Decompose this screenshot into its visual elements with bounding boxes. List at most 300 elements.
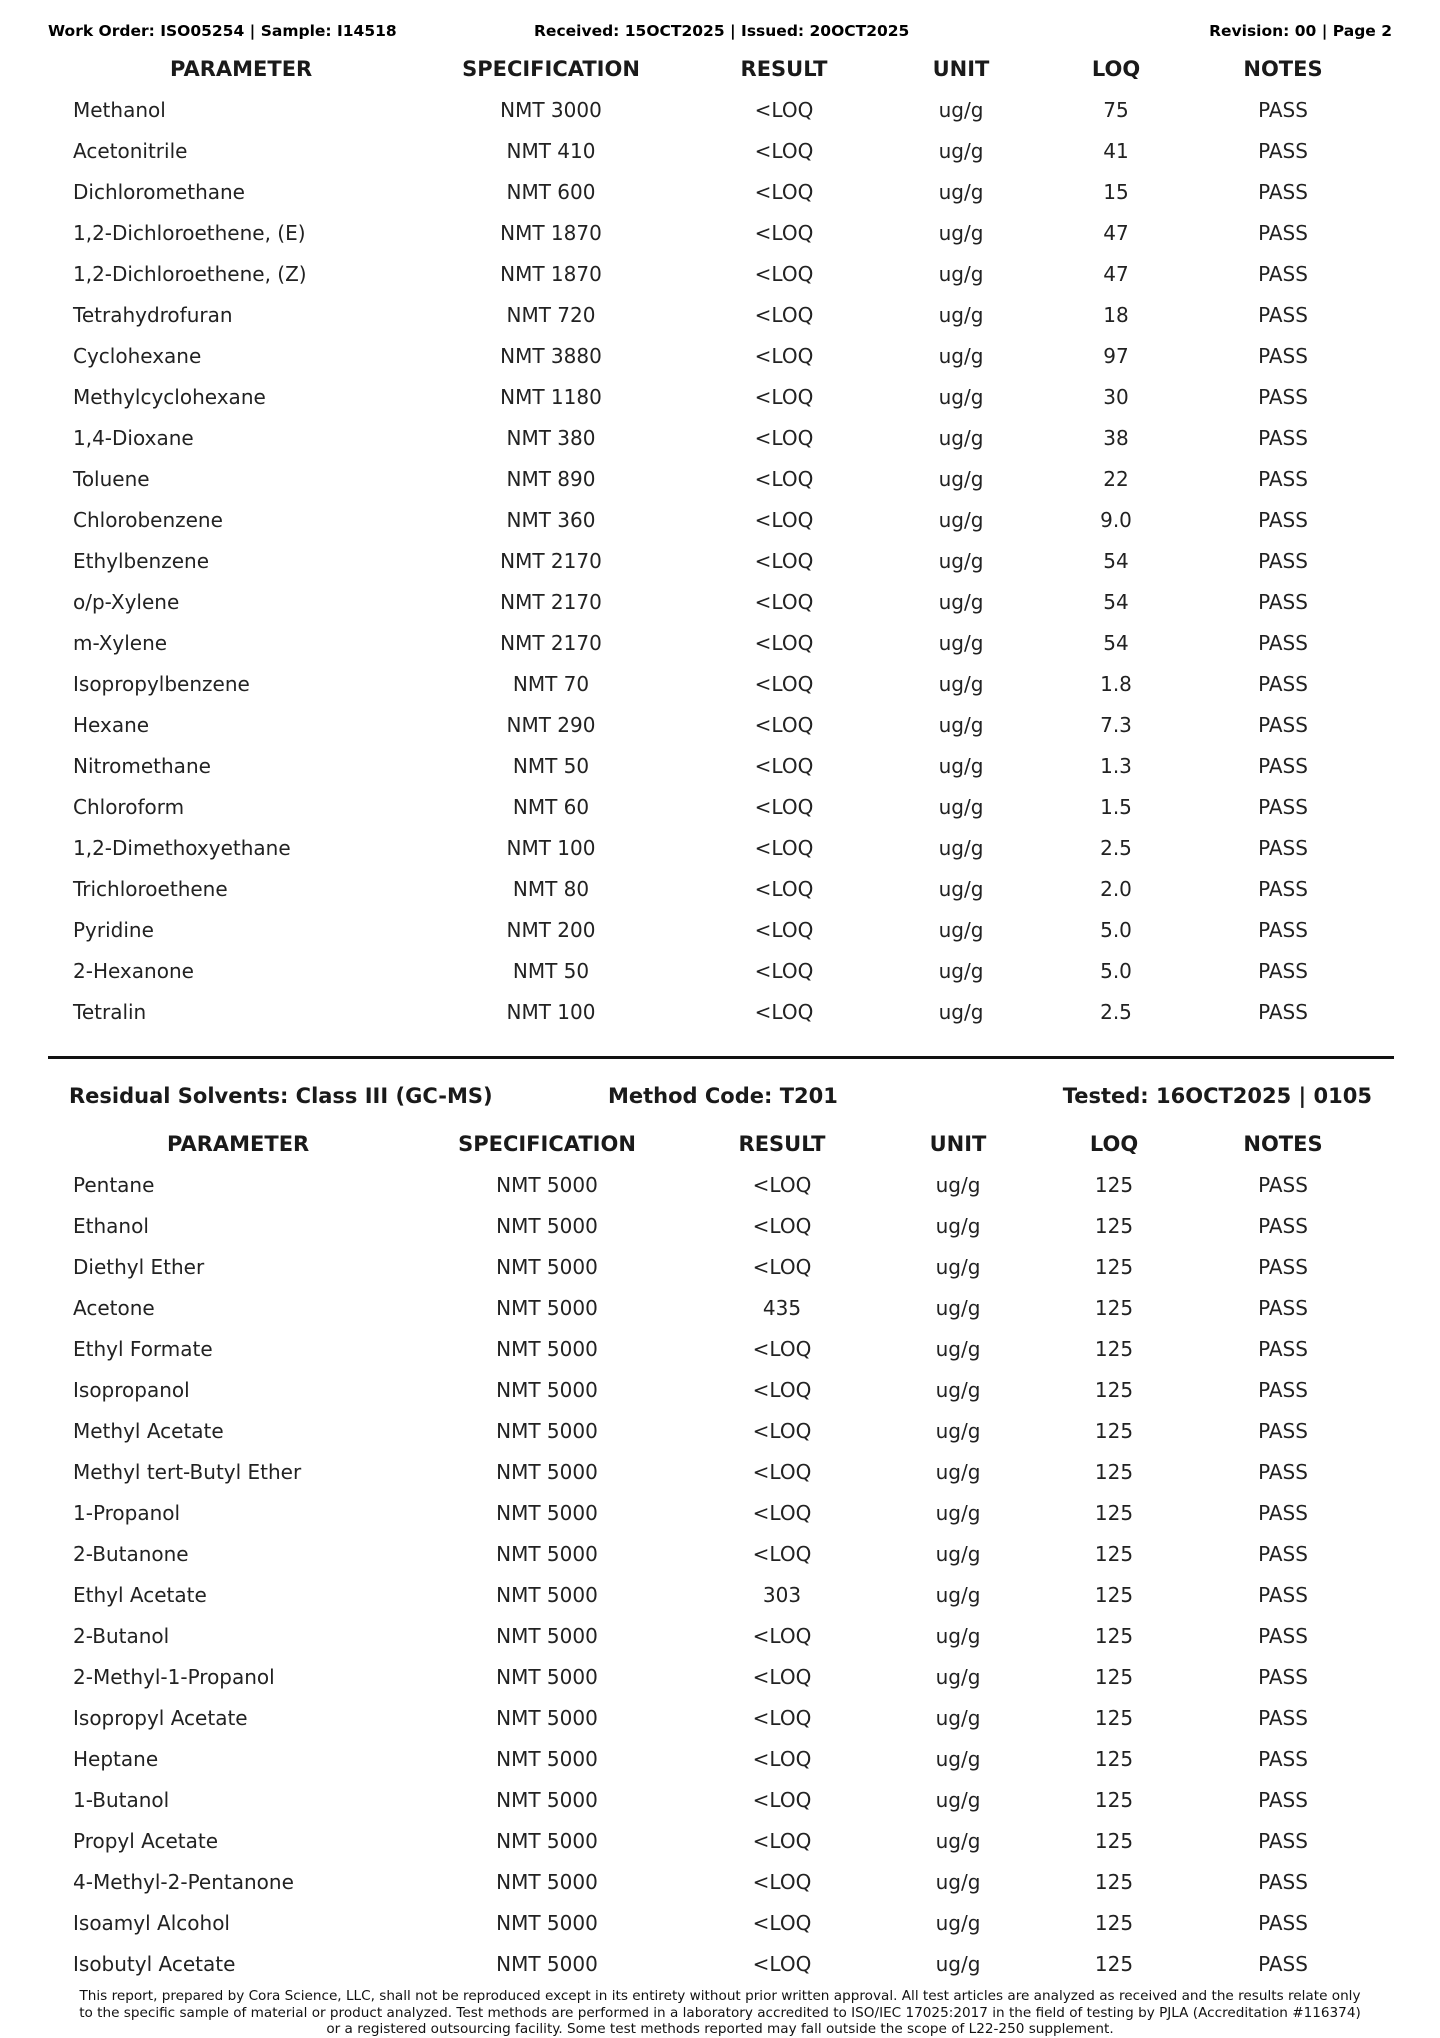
notes-cell: PASS <box>1258 139 1308 163</box>
notes-cell: PASS <box>1258 1255 1308 1279</box>
parameter-cell: o/p-Xylene <box>73 590 180 614</box>
unit-cell: ug/g <box>935 1788 981 1812</box>
result-cell: <LOQ <box>754 590 814 614</box>
column-header-result: RESULT <box>740 57 828 81</box>
unit-cell: ug/g <box>935 1501 981 1525</box>
unit-cell: ug/g <box>935 1337 981 1361</box>
loq-cell: 125 <box>1094 1747 1134 1771</box>
table-row <box>0 295 1440 336</box>
specification-cell: NMT 5000 <box>496 1665 598 1689</box>
unit-cell: ug/g <box>938 631 984 655</box>
table-row <box>0 828 1440 869</box>
loq-cell: 54 <box>1103 590 1129 614</box>
specification-cell: NMT 5000 <box>496 1501 598 1525</box>
loq-cell: 30 <box>1103 385 1129 409</box>
table-row <box>0 459 1440 500</box>
column-header-parameter: PARAMETER <box>170 57 313 81</box>
loq-cell: 125 <box>1094 1378 1134 1402</box>
report-disclaimer <box>40 1988 1400 2038</box>
specification-cell: NMT 60 <box>512 795 590 819</box>
notes-cell: PASS <box>1258 426 1308 450</box>
result-cell: <LOQ <box>754 385 814 409</box>
table-row <box>0 1862 1440 1903</box>
table-row <box>0 1206 1440 1247</box>
specification-cell: NMT 200 <box>506 918 596 942</box>
loq-cell: 125 <box>1094 1788 1134 1812</box>
notes-cell: PASS <box>1258 836 1308 860</box>
result-cell: <LOQ <box>752 1173 812 1197</box>
table-row <box>0 131 1440 172</box>
parameter-cell: Ethyl Acetate <box>73 1583 207 1607</box>
loq-cell: 125 <box>1094 1911 1134 1935</box>
parameter-cell: Methyl tert-Butyl Ether <box>73 1460 302 1484</box>
specification-cell: NMT 5000 <box>496 1624 598 1648</box>
notes-cell: PASS <box>1258 1378 1308 1402</box>
parameter-cell: 2-Butanone <box>73 1542 189 1566</box>
specification-cell: NMT 2170 <box>500 631 602 655</box>
unit-cell: ug/g <box>935 1747 981 1771</box>
specification-cell: NMT 5000 <box>496 1829 598 1853</box>
loq-cell: 2.5 <box>1100 1000 1132 1024</box>
parameter-cell: Pentane <box>73 1173 155 1197</box>
specification-cell: NMT 5000 <box>496 1788 598 1812</box>
unit-cell: ug/g <box>935 1173 981 1197</box>
table-row <box>0 213 1440 254</box>
parameter-cell: Dichloromethane <box>73 180 245 204</box>
notes-cell: PASS <box>1258 959 1308 983</box>
notes-cell: PASS <box>1258 918 1308 942</box>
specification-cell: NMT 5000 <box>496 1296 598 1320</box>
loq-cell: 15 <box>1103 180 1129 204</box>
unit-cell: ug/g <box>935 1583 981 1607</box>
result-cell: <LOQ <box>754 508 814 532</box>
result-cell: <LOQ <box>754 180 814 204</box>
notes-cell: PASS <box>1258 303 1308 327</box>
result-cell: <LOQ <box>752 1501 812 1525</box>
notes-cell: PASS <box>1258 1542 1308 1566</box>
result-cell: <LOQ <box>754 139 814 163</box>
notes-cell: PASS <box>1258 508 1308 532</box>
table-row <box>0 664 1440 705</box>
specification-cell: NMT 1180 <box>500 385 602 409</box>
loq-cell: 18 <box>1103 303 1129 327</box>
column-header-unit: UNIT <box>932 57 990 81</box>
loq-cell: 5.0 <box>1100 918 1132 942</box>
notes-cell: PASS <box>1258 1296 1308 1320</box>
parameter-cell: Toluene <box>73 467 150 491</box>
table-row <box>0 1944 1440 1985</box>
table-row <box>0 336 1440 377</box>
loq-cell: 125 <box>1094 1542 1134 1566</box>
loq-cell: 125 <box>1094 1829 1134 1853</box>
specification-cell: NMT 5000 <box>496 1911 598 1935</box>
parameter-cell: Chloroform <box>73 795 185 819</box>
parameter-cell: Ethyl Formate <box>73 1337 213 1361</box>
specification-cell: NMT 720 <box>506 303 596 327</box>
loq-cell: 125 <box>1094 1173 1134 1197</box>
table-row <box>0 1165 1440 1206</box>
specification-cell: NMT 50 <box>512 754 590 778</box>
notes-cell: PASS <box>1258 1419 1308 1443</box>
disclaimer-line-1: This report, prepared by Cora Science, LLC, shall not be reproduced except in its entirety without prior written approval. All test articles are analyzed as received and the results relate only <box>79 1988 1361 2004</box>
unit-cell: ug/g <box>935 1378 981 1402</box>
loq-cell: 97 <box>1103 344 1129 368</box>
specification-cell: NMT 5000 <box>496 1870 598 1894</box>
loq-cell: 75 <box>1103 98 1129 122</box>
result-cell: <LOQ <box>754 795 814 819</box>
result-cell: <LOQ <box>752 1337 812 1361</box>
notes-cell: PASS <box>1258 590 1308 614</box>
table-row <box>0 1288 1440 1329</box>
notes-cell: PASS <box>1258 672 1308 696</box>
result-cell: <LOQ <box>752 1706 812 1730</box>
table-row <box>0 1370 1440 1411</box>
unit-cell: ug/g <box>938 303 984 327</box>
unit-cell: ug/g <box>938 877 984 901</box>
parameter-cell: 1-Propanol <box>73 1501 181 1525</box>
parameter-cell: Hexane <box>73 713 150 737</box>
parameter-cell: 1-Butanol <box>73 1788 170 1812</box>
specification-cell: NMT 2170 <box>500 590 602 614</box>
specification-cell: NMT 5000 <box>496 1214 598 1238</box>
loq-cell: 125 <box>1094 1337 1134 1361</box>
specification-cell: NMT 70 <box>512 672 590 696</box>
unit-cell: ug/g <box>938 1000 984 1024</box>
unit-cell: ug/g <box>938 262 984 286</box>
specification-cell: NMT 890 <box>506 467 596 491</box>
table-row <box>0 910 1440 951</box>
table-row <box>0 1534 1440 1575</box>
unit-cell: ug/g <box>938 467 984 491</box>
specification-cell: NMT 5000 <box>496 1583 598 1607</box>
loq-cell: 125 <box>1094 1952 1134 1976</box>
parameter-cell: Diethyl Ether <box>73 1255 205 1279</box>
table-row <box>0 705 1440 746</box>
specification-cell: NMT 5000 <box>496 1706 598 1730</box>
notes-cell: PASS <box>1258 262 1308 286</box>
result-cell: <LOQ <box>754 98 814 122</box>
unit-cell: ug/g <box>938 139 984 163</box>
loq-cell: 47 <box>1103 221 1129 245</box>
table-row <box>0 992 1440 1033</box>
column-header-notes: NOTES <box>1243 1132 1323 1156</box>
loq-cell: 1.5 <box>1100 795 1132 819</box>
table-row <box>0 377 1440 418</box>
specification-cell: NMT 5000 <box>496 1419 598 1443</box>
unit-cell: ug/g <box>935 1419 981 1443</box>
loq-cell: 125 <box>1094 1870 1134 1894</box>
revision-page: Revision: 00 | Page 2 <box>1209 22 1392 40</box>
parameter-cell: Isobutyl Acetate <box>73 1952 236 1976</box>
specification-cell: NMT 50 <box>512 959 590 983</box>
loq-cell: 41 <box>1103 139 1129 163</box>
loq-cell: 22 <box>1103 467 1129 491</box>
notes-cell: PASS <box>1258 1788 1308 1812</box>
result-cell: <LOQ <box>754 221 814 245</box>
result-cell: <LOQ <box>754 262 814 286</box>
table-header-row <box>0 1124 1440 1165</box>
table-row <box>0 1698 1440 1739</box>
loq-cell: 125 <box>1094 1214 1134 1238</box>
table-row <box>0 1657 1440 1698</box>
table-row <box>0 1247 1440 1288</box>
specification-cell: NMT 5000 <box>496 1542 598 1566</box>
result-cell: <LOQ <box>754 1000 814 1024</box>
result-cell: <LOQ <box>754 549 814 573</box>
loq-cell: 1.8 <box>1100 672 1132 696</box>
result-cell: <LOQ <box>754 426 814 450</box>
notes-cell: PASS <box>1258 1870 1308 1894</box>
loq-cell: 125 <box>1094 1583 1134 1607</box>
table-header-row <box>0 49 1440 90</box>
parameter-cell: Tetrahydrofuran <box>73 303 233 327</box>
unit-cell: ug/g <box>938 549 984 573</box>
parameter-cell: Pyridine <box>73 918 154 942</box>
notes-cell: PASS <box>1258 1952 1308 1976</box>
result-cell: <LOQ <box>754 303 814 327</box>
unit-cell: ug/g <box>938 221 984 245</box>
notes-cell: PASS <box>1258 180 1308 204</box>
specification-cell: NMT 100 <box>506 1000 596 1024</box>
parameter-cell: 1,2-Dimethoxyethane <box>73 836 291 860</box>
specification-cell: NMT 100 <box>506 836 596 860</box>
unit-cell: ug/g <box>935 1460 981 1484</box>
result-cell: <LOQ <box>752 1624 812 1648</box>
notes-cell: PASS <box>1258 221 1308 245</box>
specification-cell: NMT 1870 <box>500 262 602 286</box>
specification-cell: NMT 3880 <box>500 344 602 368</box>
result-cell: <LOQ <box>752 1419 812 1443</box>
parameter-cell: Trichloroethene <box>73 877 228 901</box>
specification-cell: NMT 410 <box>506 139 596 163</box>
notes-cell: PASS <box>1258 1665 1308 1689</box>
parameter-cell: Tetralin <box>73 1000 147 1024</box>
table-row <box>0 1329 1440 1370</box>
notes-cell: PASS <box>1258 1214 1308 1238</box>
notes-cell: PASS <box>1258 1583 1308 1607</box>
parameter-cell: Acetone <box>73 1296 155 1320</box>
notes-cell: PASS <box>1258 631 1308 655</box>
column-header-loq: LOQ <box>1091 57 1141 81</box>
unit-cell: ug/g <box>938 918 984 942</box>
loq-cell: 125 <box>1094 1624 1134 1648</box>
table-row <box>0 1411 1440 1452</box>
notes-cell: PASS <box>1258 1706 1308 1730</box>
specification-cell: NMT 360 <box>506 508 596 532</box>
parameter-cell: Cyclohexane <box>73 344 202 368</box>
notes-cell: PASS <box>1258 98 1308 122</box>
loq-cell: 9.0 <box>1100 508 1132 532</box>
unit-cell: ug/g <box>938 426 984 450</box>
tested-date: Tested: 16OCT2025 | 0105 <box>1062 1084 1372 1108</box>
table-row <box>0 541 1440 582</box>
loq-cell: 5.0 <box>1100 959 1132 983</box>
specification-cell: NMT 5000 <box>496 1747 598 1771</box>
unit-cell: ug/g <box>938 590 984 614</box>
result-cell: <LOQ <box>754 713 814 737</box>
parameter-cell: Methylcyclohexane <box>73 385 266 409</box>
table-row <box>0 787 1440 828</box>
loq-cell: 47 <box>1103 262 1129 286</box>
result-cell: <LOQ <box>752 1829 812 1853</box>
parameter-cell: Propyl Acetate <box>73 1829 219 1853</box>
specification-cell: NMT 5000 <box>496 1952 598 1976</box>
result-cell: <LOQ <box>754 918 814 942</box>
section-divider <box>48 1056 1394 1059</box>
parameter-cell: Acetonitrile <box>73 139 188 163</box>
parameter-cell: 2-Hexanone <box>73 959 194 983</box>
result-cell: <LOQ <box>754 467 814 491</box>
unit-cell: ug/g <box>935 1829 981 1853</box>
table-row <box>0 869 1440 910</box>
specification-cell: NMT 5000 <box>496 1255 598 1279</box>
loq-cell: 125 <box>1094 1501 1134 1525</box>
result-cell: <LOQ <box>754 754 814 778</box>
specification-cell: NMT 3000 <box>500 98 602 122</box>
unit-cell: ug/g <box>938 98 984 122</box>
table-row <box>0 582 1440 623</box>
parameter-cell: Ethylbenzene <box>73 549 210 573</box>
table-row <box>0 951 1440 992</box>
unit-cell: ug/g <box>935 1542 981 1566</box>
table-row <box>0 1780 1440 1821</box>
result-cell: <LOQ <box>752 1788 812 1812</box>
notes-cell: PASS <box>1258 1624 1308 1648</box>
parameter-cell: m-Xylene <box>73 631 168 655</box>
unit-cell: ug/g <box>938 754 984 778</box>
result-cell: <LOQ <box>752 1747 812 1771</box>
result-cell: <LOQ <box>754 877 814 901</box>
unit-cell: ug/g <box>938 344 984 368</box>
table-row <box>0 1739 1440 1780</box>
parameter-cell: 2-Butanol <box>73 1624 170 1648</box>
notes-cell: PASS <box>1258 1173 1308 1197</box>
parameter-cell: Isopropyl Acetate <box>73 1706 248 1730</box>
loq-cell: 7.3 <box>1100 713 1132 737</box>
parameter-cell: Nitromethane <box>73 754 211 778</box>
parameter-cell: 1,4-Dioxane <box>73 426 194 450</box>
parameter-cell: 2-Methyl-1-Propanol <box>73 1665 275 1689</box>
parameter-cell: Isoamyl Alcohol <box>73 1911 230 1935</box>
column-header-parameter: PARAMETER <box>167 1132 310 1156</box>
table-row <box>0 90 1440 131</box>
notes-cell: PASS <box>1258 1460 1308 1484</box>
table-row <box>0 623 1440 664</box>
specification-cell: NMT 2170 <box>500 549 602 573</box>
notes-cell: PASS <box>1258 344 1308 368</box>
loq-cell: 2.5 <box>1100 836 1132 860</box>
result-cell: <LOQ <box>754 344 814 368</box>
result-cell: <LOQ <box>754 672 814 696</box>
result-cell: <LOQ <box>752 1952 812 1976</box>
notes-cell: PASS <box>1258 1337 1308 1361</box>
loq-cell: 2.0 <box>1100 877 1132 901</box>
table-row <box>0 500 1440 541</box>
result-cell: 303 <box>762 1583 802 1607</box>
unit-cell: ug/g <box>938 959 984 983</box>
notes-cell: PASS <box>1258 1000 1308 1024</box>
specification-cell: NMT 5000 <box>496 1173 598 1197</box>
unit-cell: ug/g <box>935 1952 981 1976</box>
notes-cell: PASS <box>1258 795 1308 819</box>
unit-cell: ug/g <box>938 713 984 737</box>
unit-cell: ug/g <box>935 1255 981 1279</box>
table-row <box>0 1575 1440 1616</box>
loq-cell: 1.3 <box>1100 754 1132 778</box>
parameter-cell: 1,2-Dichloroethene, (E) <box>73 221 306 245</box>
result-cell: <LOQ <box>752 1378 812 1402</box>
table-row <box>0 746 1440 787</box>
loq-cell: 125 <box>1094 1296 1134 1320</box>
loq-cell: 125 <box>1094 1706 1134 1730</box>
table-row <box>0 1903 1440 1944</box>
loq-cell: 125 <box>1094 1460 1134 1484</box>
work-order-sample: Work Order: ISO05254 | Sample: I14518 <box>48 22 397 40</box>
unit-cell: ug/g <box>938 836 984 860</box>
specification-cell: NMT 80 <box>512 877 590 901</box>
result-cell: 435 <box>762 1296 802 1320</box>
parameter-cell: Methyl Acetate <box>73 1419 224 1443</box>
result-cell: <LOQ <box>752 1255 812 1279</box>
parameter-cell: 1,2-Dichloroethene, (Z) <box>73 262 307 286</box>
unit-cell: ug/g <box>935 1214 981 1238</box>
notes-cell: PASS <box>1258 713 1308 737</box>
table-row <box>0 1821 1440 1862</box>
column-header-loq: LOQ <box>1089 1132 1139 1156</box>
result-cell: <LOQ <box>752 1214 812 1238</box>
unit-cell: ug/g <box>935 1870 981 1894</box>
specification-cell: NMT 5000 <box>496 1378 598 1402</box>
parameter-cell: Isopropylbenzene <box>73 672 250 696</box>
loq-cell: 54 <box>1103 631 1129 655</box>
column-header-specification: SPECIFICATION <box>458 1132 636 1156</box>
result-cell: <LOQ <box>752 1870 812 1894</box>
loq-cell: 125 <box>1094 1665 1134 1689</box>
unit-cell: ug/g <box>938 180 984 204</box>
table-row <box>0 1493 1440 1534</box>
notes-cell: PASS <box>1258 877 1308 901</box>
column-header-specification: SPECIFICATION <box>462 57 640 81</box>
unit-cell: ug/g <box>938 672 984 696</box>
notes-cell: PASS <box>1258 1911 1308 1935</box>
table-row <box>0 1616 1440 1657</box>
column-header-unit: UNIT <box>929 1132 987 1156</box>
specification-cell: NMT 600 <box>506 180 596 204</box>
parameter-cell: Isopropanol <box>73 1378 190 1402</box>
specification-cell: NMT 5000 <box>496 1460 598 1484</box>
unit-cell: ug/g <box>938 795 984 819</box>
notes-cell: PASS <box>1258 1501 1308 1525</box>
method-code: Method Code: T201 <box>608 1084 838 1108</box>
notes-cell: PASS <box>1258 385 1308 409</box>
result-cell: <LOQ <box>754 836 814 860</box>
unit-cell: ug/g <box>938 385 984 409</box>
notes-cell: PASS <box>1258 467 1308 491</box>
disclaimer-line-2: to the specific sample of material or product analyzed. Test methods are performed in a laboratory accredited to ISO/IEC 17025:2017 in the field of testing by PJLA (Accreditation #116374) <box>79 2004 1361 2021</box>
result-cell: <LOQ <box>752 1665 812 1689</box>
unit-cell: ug/g <box>935 1665 981 1689</box>
table-row <box>0 1452 1440 1493</box>
parameter-cell: Methanol <box>73 98 166 122</box>
specification-cell: NMT 380 <box>506 426 596 450</box>
notes-cell: PASS <box>1258 549 1308 573</box>
specification-cell: NMT 290 <box>506 713 596 737</box>
loq-cell: 125 <box>1094 1255 1134 1279</box>
parameter-cell: Ethanol <box>73 1214 149 1238</box>
result-cell: <LOQ <box>752 1460 812 1484</box>
section-title: Residual Solvents: Class III (GC-MS) <box>69 1084 493 1108</box>
notes-cell: PASS <box>1258 1747 1308 1771</box>
